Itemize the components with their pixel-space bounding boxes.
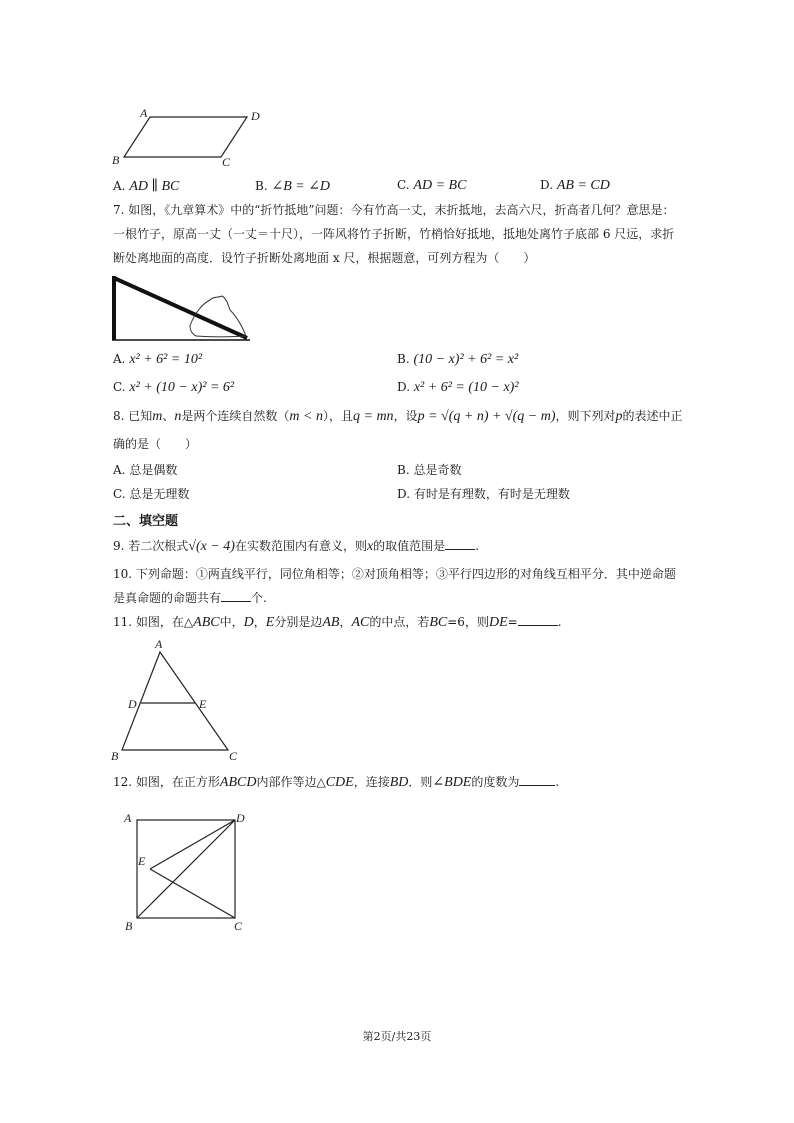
- q7-option-c: [113, 380, 234, 396]
- q12-part4: ．则: [408, 775, 433, 789]
- q8-option-b-letter: B.: [397, 463, 410, 477]
- q11-de: DE: [488, 615, 508, 630]
- q7-option-d-letter: D.: [397, 380, 411, 394]
- q7-option-d-text: x² + 6² = (10 − x)²: [413, 380, 519, 395]
- q8-option-d-letter: D.: [397, 487, 411, 501]
- q8-option-c-text: 总是无理数: [129, 487, 190, 501]
- q11-bc: BC: [429, 615, 448, 630]
- q11-e: E: [265, 615, 275, 630]
- q12-bd: BD: [389, 775, 409, 790]
- q10-line1: 10. 下列命题：①两直线平行，同位角相等；②对顶角相等；③平行四边形的对角线互相平分．其中逆命题: [113, 567, 676, 581]
- q11-part6: =: [507, 615, 518, 629]
- q7-option-b: [397, 352, 518, 368]
- fig11-label-b: B: [111, 749, 119, 763]
- q10-line2-part2: 个.: [251, 591, 267, 605]
- q9-part3: 的取值范围是: [373, 539, 446, 553]
- q6-option-a-text: AD ∥ BC: [129, 179, 180, 194]
- q12-line: [113, 770, 559, 795]
- q7-option-d: [397, 380, 519, 396]
- q7-option-a-text: x² + 6² = 10²: [129, 352, 203, 367]
- q11-abc: ABC: [193, 615, 220, 630]
- q6-option-d: [540, 178, 610, 194]
- q12-answer-blank[interactable]: [519, 773, 555, 786]
- q8-part6: 的表述中正: [622, 409, 683, 423]
- q11-ab: AB: [322, 615, 340, 630]
- q8-var-n: n: [174, 409, 182, 424]
- q9-end: .: [475, 539, 480, 553]
- q7-line1: 7. 如图，《九章算术》中的“折竹抵地”问题：今有竹高一丈，末折抵地，去高六尺，折高者几何？意思是：: [113, 203, 675, 217]
- q8-option-b-text: 总是奇数: [413, 463, 462, 477]
- q12-part2: 内部作等边△: [256, 775, 326, 789]
- q12-part1: 12. 如图，在正方形: [113, 775, 220, 789]
- q11-comma2: ，: [339, 615, 352, 629]
- q11-part4: 的中点，若: [369, 615, 430, 629]
- q8-var-p: p: [615, 409, 623, 424]
- fig6-label-d: D: [251, 109, 260, 123]
- fig6-label-c: C: [222, 155, 231, 169]
- q8-option-a-text: 总是偶数: [129, 463, 178, 477]
- fig11-label-a: A: [155, 637, 163, 651]
- q7-option-c-text: x² + (10 − x)² = 6²: [129, 380, 235, 395]
- q7-option-b-text: (10 − x)² + 6² = x²: [413, 352, 519, 367]
- q6-option-b-text: ∠B = ∠D: [271, 179, 331, 194]
- q11-part1: 11. 如图，在△: [113, 615, 194, 629]
- q8-option-d-text: 有时是有理数，有时是无理数: [413, 487, 570, 501]
- q11-line: [113, 610, 562, 635]
- q11-comma: ，: [253, 615, 266, 629]
- q11-part3: 分别是边: [274, 615, 323, 629]
- q6-option-c-letter: C.: [397, 178, 410, 192]
- q8-p-equation: p = √(q + n) + √(q − m): [417, 409, 556, 424]
- parallelogram-figure: [108, 104, 268, 170]
- q8-sep: 、: [162, 409, 175, 423]
- q9-part1: 9. 若二次根式: [113, 539, 189, 553]
- q8-option-b: [397, 461, 461, 478]
- q9-radical: √(x − 4): [188, 539, 235, 554]
- fig6-label-b: B: [112, 153, 120, 167]
- q11-ac: AC: [351, 615, 370, 630]
- q6-option-d-letter: D.: [540, 178, 554, 192]
- q8-part4: ，设: [393, 409, 418, 423]
- q8-var-m: m: [152, 409, 163, 424]
- q6-option-a: [113, 178, 179, 195]
- section-fill-in-heading: 二、填空题: [113, 514, 179, 529]
- q12-cde: CDE: [325, 775, 354, 790]
- q8-part3: ），且: [322, 409, 353, 423]
- q10-line2-part1: 是真命题的命题共有: [113, 591, 222, 605]
- q6-option-b-letter: B.: [255, 179, 268, 193]
- q8-line1: [113, 404, 683, 429]
- q10-line2: [113, 586, 267, 610]
- fig12-label-c: C: [234, 919, 243, 933]
- q6-option-a-letter: A.: [113, 179, 126, 193]
- q9-var-x: x: [366, 539, 374, 554]
- q8-part5: ，则下列对: [555, 409, 616, 423]
- q6-option-c: [397, 178, 466, 194]
- q11-part5: =6，则: [447, 615, 489, 629]
- q10-answer-blank[interactable]: [221, 589, 251, 602]
- fig12-label-b: B: [125, 919, 133, 933]
- q7-option-c-letter: C.: [113, 380, 126, 394]
- q8-q-equation: q = mn: [353, 409, 394, 424]
- q9-answer-blank[interactable]: [445, 537, 475, 550]
- q6-option-d-text: AB = CD: [556, 178, 610, 193]
- q11-answer-blank[interactable]: [518, 613, 558, 626]
- fig11-label-e: E: [199, 697, 207, 711]
- q11-part2: 中，: [219, 615, 244, 629]
- q11-end: .: [557, 615, 562, 629]
- q12-abcd: ABCD: [219, 775, 257, 790]
- q8-option-c-letter: C.: [113, 487, 126, 501]
- q8-condition: m < n: [289, 409, 323, 424]
- q7-option-a: [113, 352, 202, 368]
- q8-part1: 8. 已知: [113, 409, 153, 423]
- fig12-label-a: A: [124, 811, 132, 825]
- q7-line3: 断处离地面的高度．设竹子折断处离地面 x 尺，根据题意，可列方程为（ ）: [113, 251, 536, 265]
- q12-angle: ∠BDE: [432, 775, 472, 790]
- q8-option-a: [113, 461, 177, 478]
- page-footer: 第2页/共23页: [362, 1030, 432, 1043]
- q11-d: D: [243, 615, 254, 630]
- q8-option-c: [113, 485, 189, 502]
- fig11-label-c: C: [229, 749, 238, 763]
- q7-option-b-letter: B.: [397, 352, 410, 366]
- fig12-label-d: D: [236, 811, 245, 825]
- q9-line: [113, 534, 479, 559]
- fig11-label-d: D: [128, 697, 137, 711]
- q12-part5: 的度数为: [471, 775, 520, 789]
- q12-end: .: [555, 775, 560, 789]
- q9-part2: 在实数范围内有意义，则: [234, 539, 367, 553]
- q6-option-b: [255, 178, 330, 195]
- square-triangle-figure: [120, 806, 255, 938]
- q6-option-c-text: AD = BC: [413, 178, 467, 193]
- q8-line2: 确的是（ ）: [113, 437, 198, 451]
- q8-option-d: [397, 485, 570, 502]
- q7-option-a-letter: A.: [113, 352, 126, 366]
- fig6-label-a: A: [140, 106, 148, 120]
- triangle-midline-figure: [108, 636, 248, 764]
- q8-option-a-letter: A.: [113, 463, 126, 477]
- q7-line2: 一根竹子，原高一丈（一丈＝十尺），一阵风将竹子折断，竹梢恰好抵地，抵地处离竹子底部 6 尺远，求折: [113, 227, 675, 241]
- fig12-label-e: E: [138, 854, 146, 868]
- q8-part2: 是两个连续自然数（: [181, 409, 290, 423]
- q12-part3: ，连接: [353, 775, 390, 789]
- bamboo-figure: [110, 274, 255, 344]
